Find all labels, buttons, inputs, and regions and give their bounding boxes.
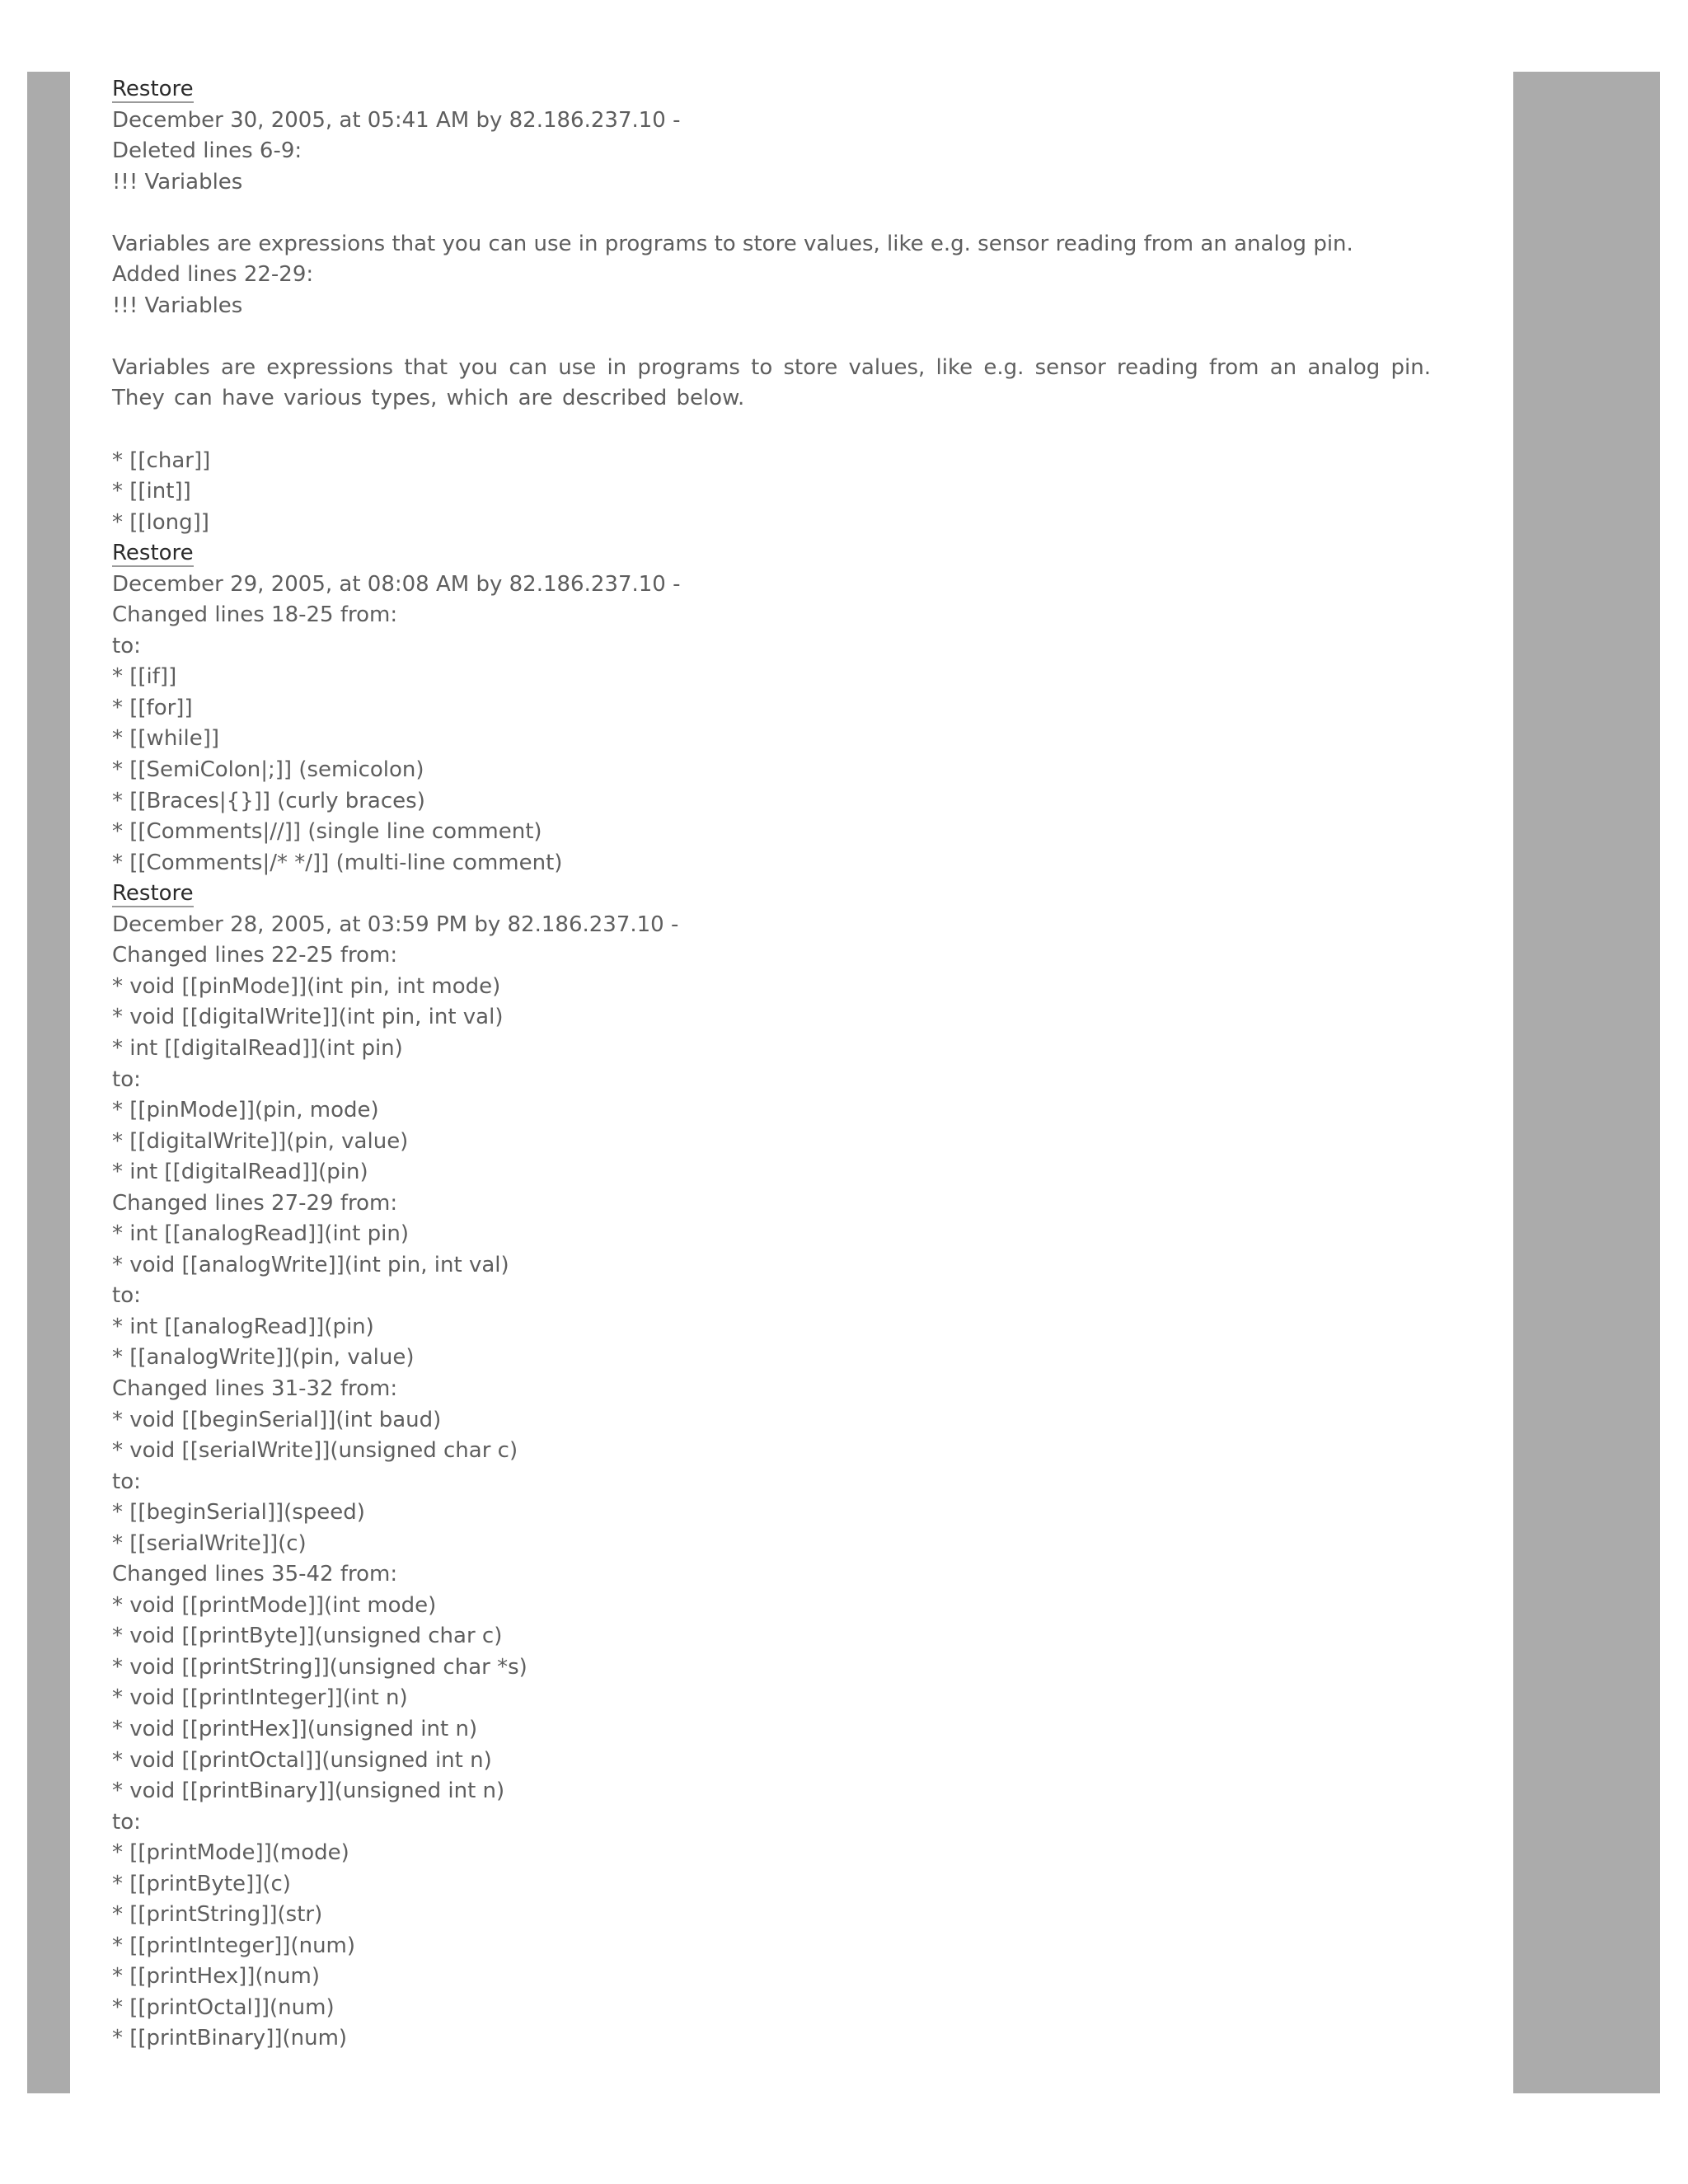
diff-line <box>112 321 1431 353</box>
left-sidebar-bar <box>27 72 70 2093</box>
diff-line: * [[beginSerial]](speed) <box>112 1500 365 1526</box>
revision-list <box>112 74 1431 2055</box>
diff-line <box>112 415 1431 446</box>
diff-line: * [[Braces|{}]] (curly braces) <box>112 788 425 813</box>
diff-line: to: <box>112 1469 141 1494</box>
diff-line: * void [[printOctal]](unsigned int n) <box>112 1747 492 1773</box>
diff-line: * int [[digitalRead]](int pin) <box>112 1035 403 1061</box>
revision-entry <box>112 74 1431 538</box>
diff-line: * int [[analogRead]](int pin) <box>112 1221 409 1247</box>
diff-line: * void [[pinMode]](int pin, int mode) <box>112 973 501 999</box>
restore-link[interactable]: Restore <box>112 881 194 907</box>
diff-line: * [[while]] <box>112 726 220 752</box>
diff-line: * [[serialWrite]](c) <box>112 1530 307 1556</box>
diff-line: * [[printInteger]](num) <box>112 1933 356 1958</box>
restore-row <box>112 538 1431 569</box>
revision-header: December 28, 2005, at 03:59 PM by 82.186.237.10 - <box>112 912 679 937</box>
diff-line: * [[printHex]](num) <box>112 1964 320 1990</box>
revision-entry <box>112 538 1431 879</box>
diff-line: Changed lines 27-29 from: <box>112 1190 398 1216</box>
diff-line: Added lines 22-29: <box>112 262 314 288</box>
diff-line: * [[for]] <box>112 695 193 720</box>
diff-line: * int [[digitalRead]](pin) <box>112 1160 368 1185</box>
page-history-content <box>112 74 1431 2055</box>
diff-line: * void [[analogWrite]](int pin, int val) <box>112 1252 509 1277</box>
diff-line: * void [[printByte]](unsigned char c) <box>112 1624 503 1649</box>
diff-line: * [[Comments|/* */]] (multi-line comment) <box>112 850 563 875</box>
diff-line: * [[pinMode]](pin, mode) <box>112 1098 379 1123</box>
diff-line: * [[analogWrite]](pin, value) <box>112 1345 415 1371</box>
diff-line: * [[printByte]](c) <box>112 1871 291 1896</box>
restore-row <box>112 74 1431 105</box>
revision-entry <box>112 879 1431 2055</box>
restore-link[interactable]: Restore <box>112 541 194 566</box>
diff-line: Changed lines 18-25 from: <box>112 602 398 628</box>
diff-line: * void [[printInteger]](int n) <box>112 1685 408 1711</box>
diff-line: to: <box>112 1066 141 1092</box>
diff-line: Changed lines 22-25 from: <box>112 943 398 968</box>
diff-line: * int [[analogRead]](pin) <box>112 1314 374 1339</box>
diff-line: * [[Comments|//]] (single line comment) <box>112 819 542 845</box>
diff-line: Variables are expressions that you can use in programs to store values, like e.g. sensor reading from an analog pin. They can have various types, which are described below. <box>112 354 1431 411</box>
diff-line: * [[if]] <box>112 664 177 690</box>
diff-line: * [[printBinary]](num) <box>112 2026 348 2051</box>
diff-line: * void [[beginSerial]](int baud) <box>112 1407 442 1432</box>
diff-line: * [[digitalWrite]](pin, value) <box>112 1128 409 1154</box>
revision-header: December 29, 2005, at 08:08 AM by 82.186.237.10 - <box>112 571 681 597</box>
diff-line: Deleted lines 6-9: <box>112 138 302 164</box>
diff-line: * void [[serialWrite]](unsigned char c) <box>112 1438 518 1464</box>
diff-line: * [[long]] <box>112 509 209 535</box>
diff-line: to: <box>112 633 141 658</box>
diff-line: * [[SemiColon|;]] (semicolon) <box>112 757 424 783</box>
diff-line: * [[printMode]](mode) <box>112 1840 349 1866</box>
diff-line: * void [[printHex]](unsigned int n) <box>112 1716 478 1741</box>
revision-header: December 30, 2005, at 05:41 AM by 82.186.237.10 - <box>112 107 681 133</box>
diff-line: to: <box>112 1283 141 1309</box>
diff-line: Changed lines 31-32 from: <box>112 1376 398 1401</box>
diff-line: * [[int]] <box>112 479 191 504</box>
diff-line: * void [[digitalWrite]](int pin, int val) <box>112 1005 504 1030</box>
diff-line: to: <box>112 1809 141 1835</box>
diff-line: * void [[printBinary]](unsigned int n) <box>112 1779 505 1804</box>
diff-line: !!! Variables <box>112 169 243 194</box>
right-sidebar-bar <box>1513 72 1660 2093</box>
diff-line: * void [[printMode]](int mode) <box>112 1592 437 1618</box>
diff-line: * void [[printString]](unsigned char *s) <box>112 1654 528 1680</box>
diff-line: * [[printString]](str) <box>112 1902 323 1928</box>
restore-link[interactable]: Restore <box>112 77 194 101</box>
diff-line <box>112 198 1431 229</box>
diff-line: * [[char]] <box>112 448 211 473</box>
restore-row <box>112 879 1431 910</box>
diff-line: * [[printOctal]](num) <box>112 1994 335 2020</box>
diff-line: Variables are expressions that you can use in programs to store values, like e.g. sensor reading from an analog pin. <box>112 231 1353 256</box>
diff-line: Changed lines 35-42 from: <box>112 1562 398 1587</box>
diff-line: !!! Variables <box>112 293 243 318</box>
